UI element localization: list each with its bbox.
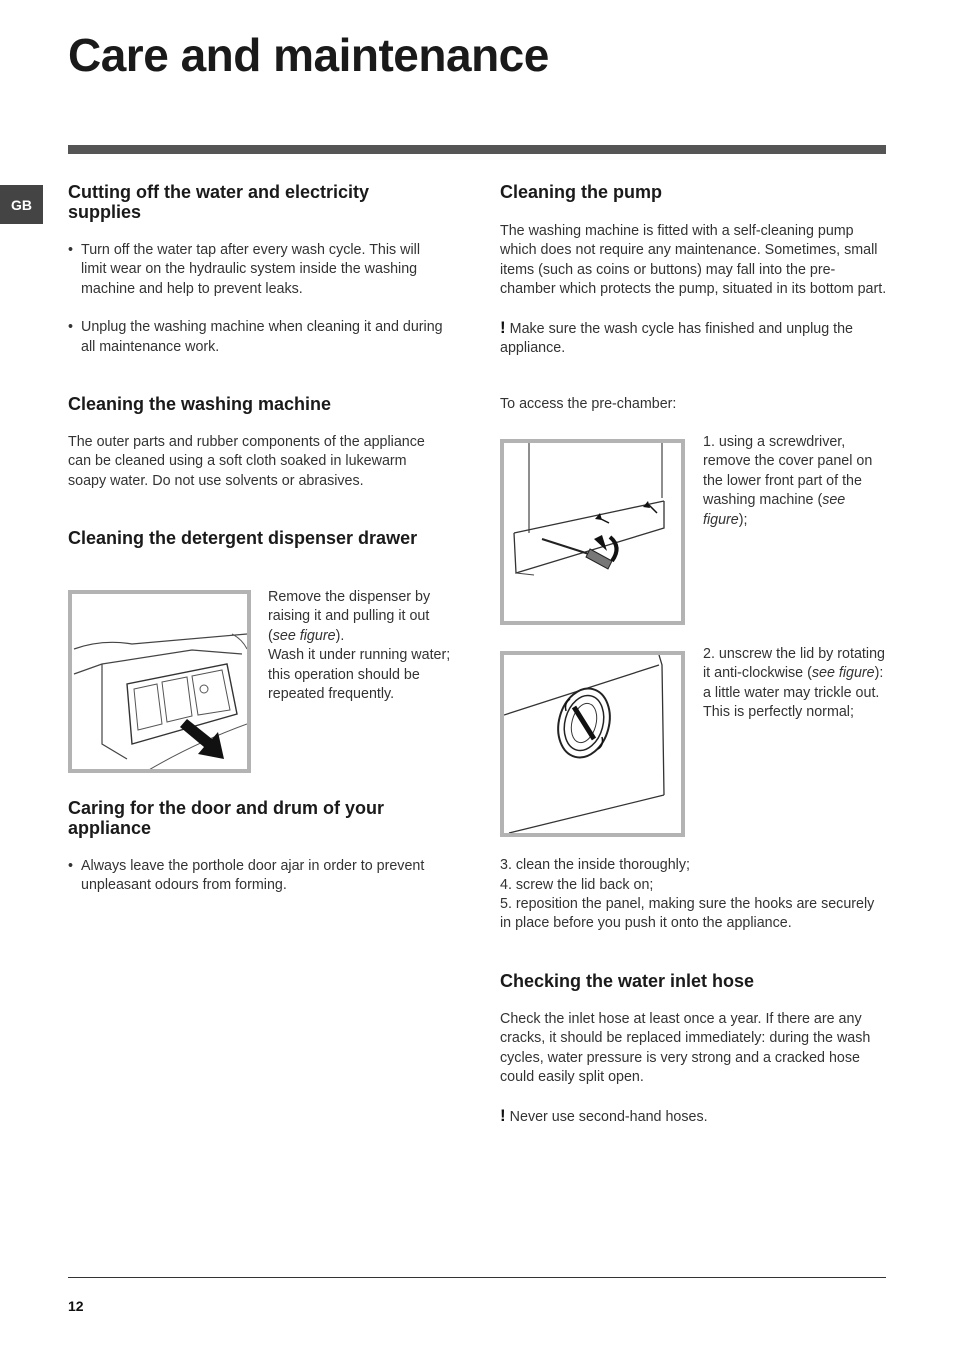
dispenser-drawer-illustration	[72, 594, 247, 769]
warning-mark: !	[500, 1106, 506, 1125]
list-item: • Unplug the washing machine when cleaning it and during all maintenance work.	[68, 318, 443, 357]
see-figure-ref: see figure	[703, 492, 846, 528]
heading-cleaning-machine: Cleaning the washing machine	[68, 394, 332, 414]
dispenser-text: Remove the dispenser by raising it and pulling it out (see figure). Wash it under running water; this operation should be repeated frequently.	[268, 589, 451, 703]
heading-cutting-off: Cutting off the water and electricity supplies	[68, 182, 370, 222]
cutting-off-list	[68, 241, 443, 357]
heading-inlet-hose: Checking the water inlet hose	[500, 971, 755, 991]
step-5: 5. reposition the panel, making sure the hooks are securely in place before you push it onto the appliance.	[500, 896, 875, 932]
page-title: Care and maintenance	[68, 29, 549, 81]
header-rule	[68, 145, 886, 154]
step-2: 2. unscrew the lid by rotating it anti-clockwise (see figure): a little water may trickle out. This is perfectly normal;	[703, 646, 885, 721]
access-intro: To access the pre-chamber:	[500, 396, 677, 412]
cover-panel-figure	[500, 439, 685, 625]
see-figure-ref: see figure	[811, 665, 875, 682]
heading-cleaning-pump: Cleaning the pump	[500, 182, 662, 202]
step-3: 3. clean the inside thoroughly;	[500, 857, 690, 873]
warning-mark: !	[500, 318, 506, 337]
pump-lid-illustration	[504, 655, 681, 833]
cleaning-machine-text: The outer parts and rubber components of the appliance can be cleaned using a soft cloth soaked in lukewarm soapy water. Do not use solvents or abrasives.	[68, 434, 425, 489]
dispenser-drawer-figure	[68, 590, 251, 773]
heading-dispenser: Cleaning the detergent dispenser drawer	[68, 528, 418, 548]
inlet-hose-text: Check the inlet hose at least once a year. If there are any cracks, it should be replaced immediately: during the wash cycles, water pressure is very strong and a cracked hose could easily split open.	[500, 1011, 871, 1086]
hose-warning: ! Never use second-hand hoses.	[500, 1106, 708, 1125]
list-item: • Always leave the porthole door ajar in order to prevent unpleasant odours from forming.	[68, 857, 443, 896]
step-1: 1. using a screwdriver, remove the cover panel on the lower front part of the washing machine (see figure);	[703, 434, 873, 528]
see-figure-ref: see figure	[272, 627, 336, 644]
page-number: 12	[68, 1298, 84, 1314]
heading-door-drum: Caring for the door and drum of your appliance	[68, 798, 384, 838]
language-tab: GB	[0, 185, 43, 224]
pump-warning: ! Make sure the wash cycle has finished and unplug the appliance.	[500, 318, 854, 357]
pump-lid-figure	[500, 651, 685, 837]
door-drum-list	[68, 857, 443, 896]
step-4: 4. screw the lid back on;	[500, 877, 654, 893]
list-item: • Turn off the water tap after every wash cycle. This will limit wear on the hydraulic system inside the washing machine and help to prevent leaks.	[68, 241, 443, 299]
cover-panel-illustration	[504, 443, 681, 621]
footer-rule	[68, 1277, 886, 1278]
cleaning-pump-text: The washing machine is fitted with a self-cleaning pump which does not require any maintenance. Sometimes, small items (such as coins or buttons) may fall into the pre-chamber which protects the pump, situated in its bottom part.	[500, 223, 887, 298]
